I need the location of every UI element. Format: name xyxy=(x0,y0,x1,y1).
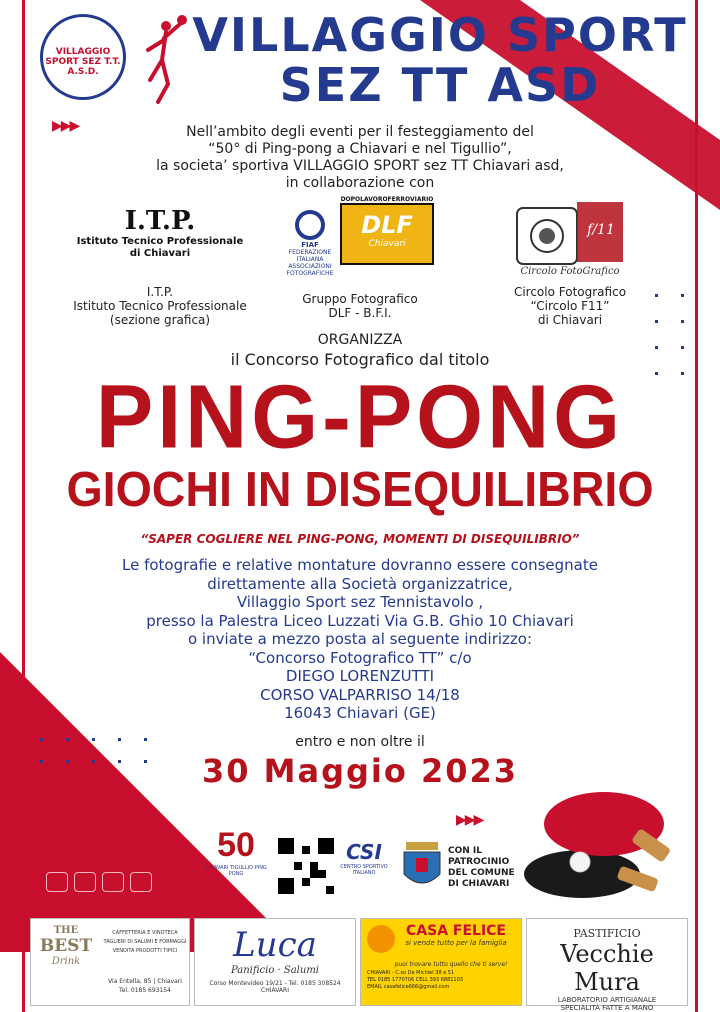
sponsor-luca xyxy=(194,918,356,1006)
dlf-logo xyxy=(340,203,434,265)
patrocinio-line1: CON IL xyxy=(448,846,483,856)
itp-caption xyxy=(60,285,260,327)
body-line: CORSO VALPARRISO 14/18 xyxy=(260,685,460,704)
social-icons xyxy=(46,872,156,892)
body-line: 16043 Chiavari (GE) xyxy=(284,704,436,722)
ping-pong-paddles-icon xyxy=(522,788,682,904)
the-best-logo-bottom: Drink xyxy=(51,956,81,967)
web-icon xyxy=(130,872,152,892)
luca-addr: Corso Montevideo 19/21 - Tel. 0185 308524 xyxy=(209,980,341,987)
itp-caption-line2: Istituto Tecnico Professionale xyxy=(73,299,247,313)
casa-name: CASA FELICE xyxy=(406,923,506,939)
fifty-text: 50 xyxy=(217,826,255,864)
fiaf-short: FIAF xyxy=(301,241,319,249)
f11-caption xyxy=(490,285,650,327)
body-line: o inviate a mezzo posta al seguente indirizzo: xyxy=(187,630,533,648)
qr-code-icon xyxy=(278,838,334,894)
itp-logo-title: I.T.P. xyxy=(124,206,196,236)
youtube-icon xyxy=(102,872,124,892)
casa-contact xyxy=(361,970,521,991)
body-line: DIEGO LORENZUTTI xyxy=(285,667,435,685)
the-best-desc2: TAGLIERI DI SALUMI E FORMAGGI xyxy=(103,939,187,945)
fiaf-ring-icon xyxy=(295,210,325,240)
f11-logo-text: f/11 xyxy=(587,222,615,238)
csi-text: CSI xyxy=(346,840,382,864)
vecchie-sub2: SPECIALITÀ FATTE A MANO xyxy=(560,1004,654,1012)
sponsor-casa-felice xyxy=(360,918,522,1006)
fifty-years-badge xyxy=(204,826,268,894)
sponsor-vecchie-mura xyxy=(526,918,688,1012)
intro-line1: Nell’ambito degli eventi per il festeggiamento del xyxy=(186,124,534,140)
patrocinio-line2: PATROCINIO xyxy=(448,857,510,867)
fiaf-logo xyxy=(284,210,336,277)
body-line: “Concorso Fotografico TT” c/o xyxy=(248,648,472,667)
body-line: Villaggio Sport sez Tennistavolo , xyxy=(236,593,484,611)
the-best-desc3: VENDITA PRODOTTI TIPICI xyxy=(112,948,178,954)
casa-tel: TEL 0185 1770706 CELL 393 6881103 xyxy=(367,977,463,983)
patrocinio-text xyxy=(448,846,520,890)
casa-addr: CHIAVARI - C.so De Michiel 38 e 51 xyxy=(367,970,455,976)
smiley-icon xyxy=(367,925,395,953)
intro-line2: “50° di Ping-pong a Chiavari e nel Tigullio”, xyxy=(208,141,512,157)
the-best-desc1: CAFFETTERIA E VINOTECA xyxy=(112,930,178,936)
header-title-line2: SEZ TT ASD xyxy=(279,58,601,112)
club-logo xyxy=(40,14,126,100)
tagline: “SAPER COGLIERE NEL PING-PONG, MOMENTI DI DISEQUILIBRIO” xyxy=(140,532,580,546)
organizza-label: ORGANIZZA xyxy=(317,332,403,348)
itp-caption-line3: (sezione grafica) xyxy=(109,313,211,327)
dlf-caption-line2: DLF - B.F.I. xyxy=(328,306,392,320)
deadline-label: entro e non oltre il xyxy=(295,734,425,750)
chiavari-coat-of-arms-icon xyxy=(400,840,444,892)
the-best-logo-top: THE xyxy=(53,925,79,936)
itp-logo xyxy=(70,206,250,260)
patrocinio-line3: DEL COMUNE xyxy=(448,868,515,878)
dlf-top-text: DOPOLAVOROFERROVIARIO xyxy=(340,196,434,203)
csi-badge xyxy=(340,840,388,894)
header-title-line1: VILLAGGIO SPORT xyxy=(192,8,688,62)
fifty-sub: CHIAVARI TIGULLIO PING PONG xyxy=(205,865,267,877)
intro-line4: in collaborazione con xyxy=(285,175,435,191)
table-tennis-player-icon xyxy=(136,10,192,106)
the-best-desc xyxy=(101,929,189,956)
luca-sub: Panificio · Salumi xyxy=(230,965,320,976)
club-logo-text: VILLAGGIO SPORT SEZ T.T. A.S.D. xyxy=(45,47,121,77)
intro-line3: la societa’ sportiva VILLAGGIO SPORT sez TT Chiavari asd, xyxy=(156,158,564,174)
f11-script: Circolo FotoGrafico xyxy=(520,266,620,277)
the-best-tel: Tel. 0185 693154 xyxy=(119,987,171,994)
itp-logo-sub1: Istituto Tecnico Professionale xyxy=(76,236,244,247)
sponsor-row xyxy=(30,918,690,1012)
sponsor-the-best xyxy=(30,918,190,1006)
casa-tag1: si vende tutto per la famiglia xyxy=(405,939,507,947)
patrocinio-line4: DI CHIAVARI xyxy=(448,879,510,889)
facebook-icon xyxy=(46,872,68,892)
csi-sub: CENTRO SPORTIVO ITALIANO xyxy=(340,864,388,876)
itp-logo-sub2: di Chiavari xyxy=(129,248,191,259)
main-title: PING-PONG xyxy=(95,366,625,468)
luca-city: CHIAVARI xyxy=(261,987,289,994)
f11-caption-line1: Circolo Fotografico xyxy=(513,285,627,299)
body-line: Le fotografie e relative montature dovranno essere consegnate xyxy=(122,556,598,574)
arrow-decoration-icon: ▶▶▶ xyxy=(52,118,79,134)
dlf-caption-line1: Gruppo Fotografico xyxy=(302,292,418,306)
arrow-decoration-icon: ▶▶▶ xyxy=(456,812,483,828)
vecchie-top: PASTIFICIO xyxy=(573,927,641,940)
main-subtitle: GIOCHI IN DISEQUILIBRIO xyxy=(66,463,654,517)
deadline-date: 30 Maggio 2023 xyxy=(201,752,519,790)
vecchie-name: Vecchie Mura xyxy=(560,940,654,996)
dlf-logo-text: DLF xyxy=(361,211,413,239)
body-line: direttamente alla Società organizzatrice, xyxy=(207,574,513,593)
luca-name: Luca xyxy=(233,925,317,965)
the-best-addr: Via Entella, 85 | Chiavari xyxy=(108,978,182,985)
the-best-logo xyxy=(35,925,97,967)
concorso-line: il Concorso Fotografico dal titolo xyxy=(230,350,490,369)
dlf-logo-city: Chiavari xyxy=(368,239,406,249)
f11-caption-line3: di Chiavari xyxy=(537,313,603,327)
the-best-logo-mid: BEST xyxy=(39,936,93,956)
fiaf-text: FEDERAZIONE ITALIANA ASSOCIAZIONI FOTOGRAFICHE xyxy=(286,249,334,277)
vecchie-sub1: LABORATORIO ARTIGIANALE xyxy=(557,996,657,1004)
casa-email: EMAIL casafelice666@gmail.com xyxy=(367,984,450,990)
f11-caption-line2: “Circolo F11” xyxy=(530,299,610,313)
dlf-caption xyxy=(270,292,450,320)
itp-caption-line1: I.T.P. xyxy=(146,285,174,299)
body-text xyxy=(40,556,680,723)
body-line: presso la Palestra Liceo Luzzati Via G.B. Ghio 10 Chiavari xyxy=(146,611,574,630)
the-best-contact xyxy=(101,977,189,995)
casa-tag2: puoi trovare tutto quello che ti serve! xyxy=(394,961,508,968)
instagram-icon xyxy=(74,872,96,892)
